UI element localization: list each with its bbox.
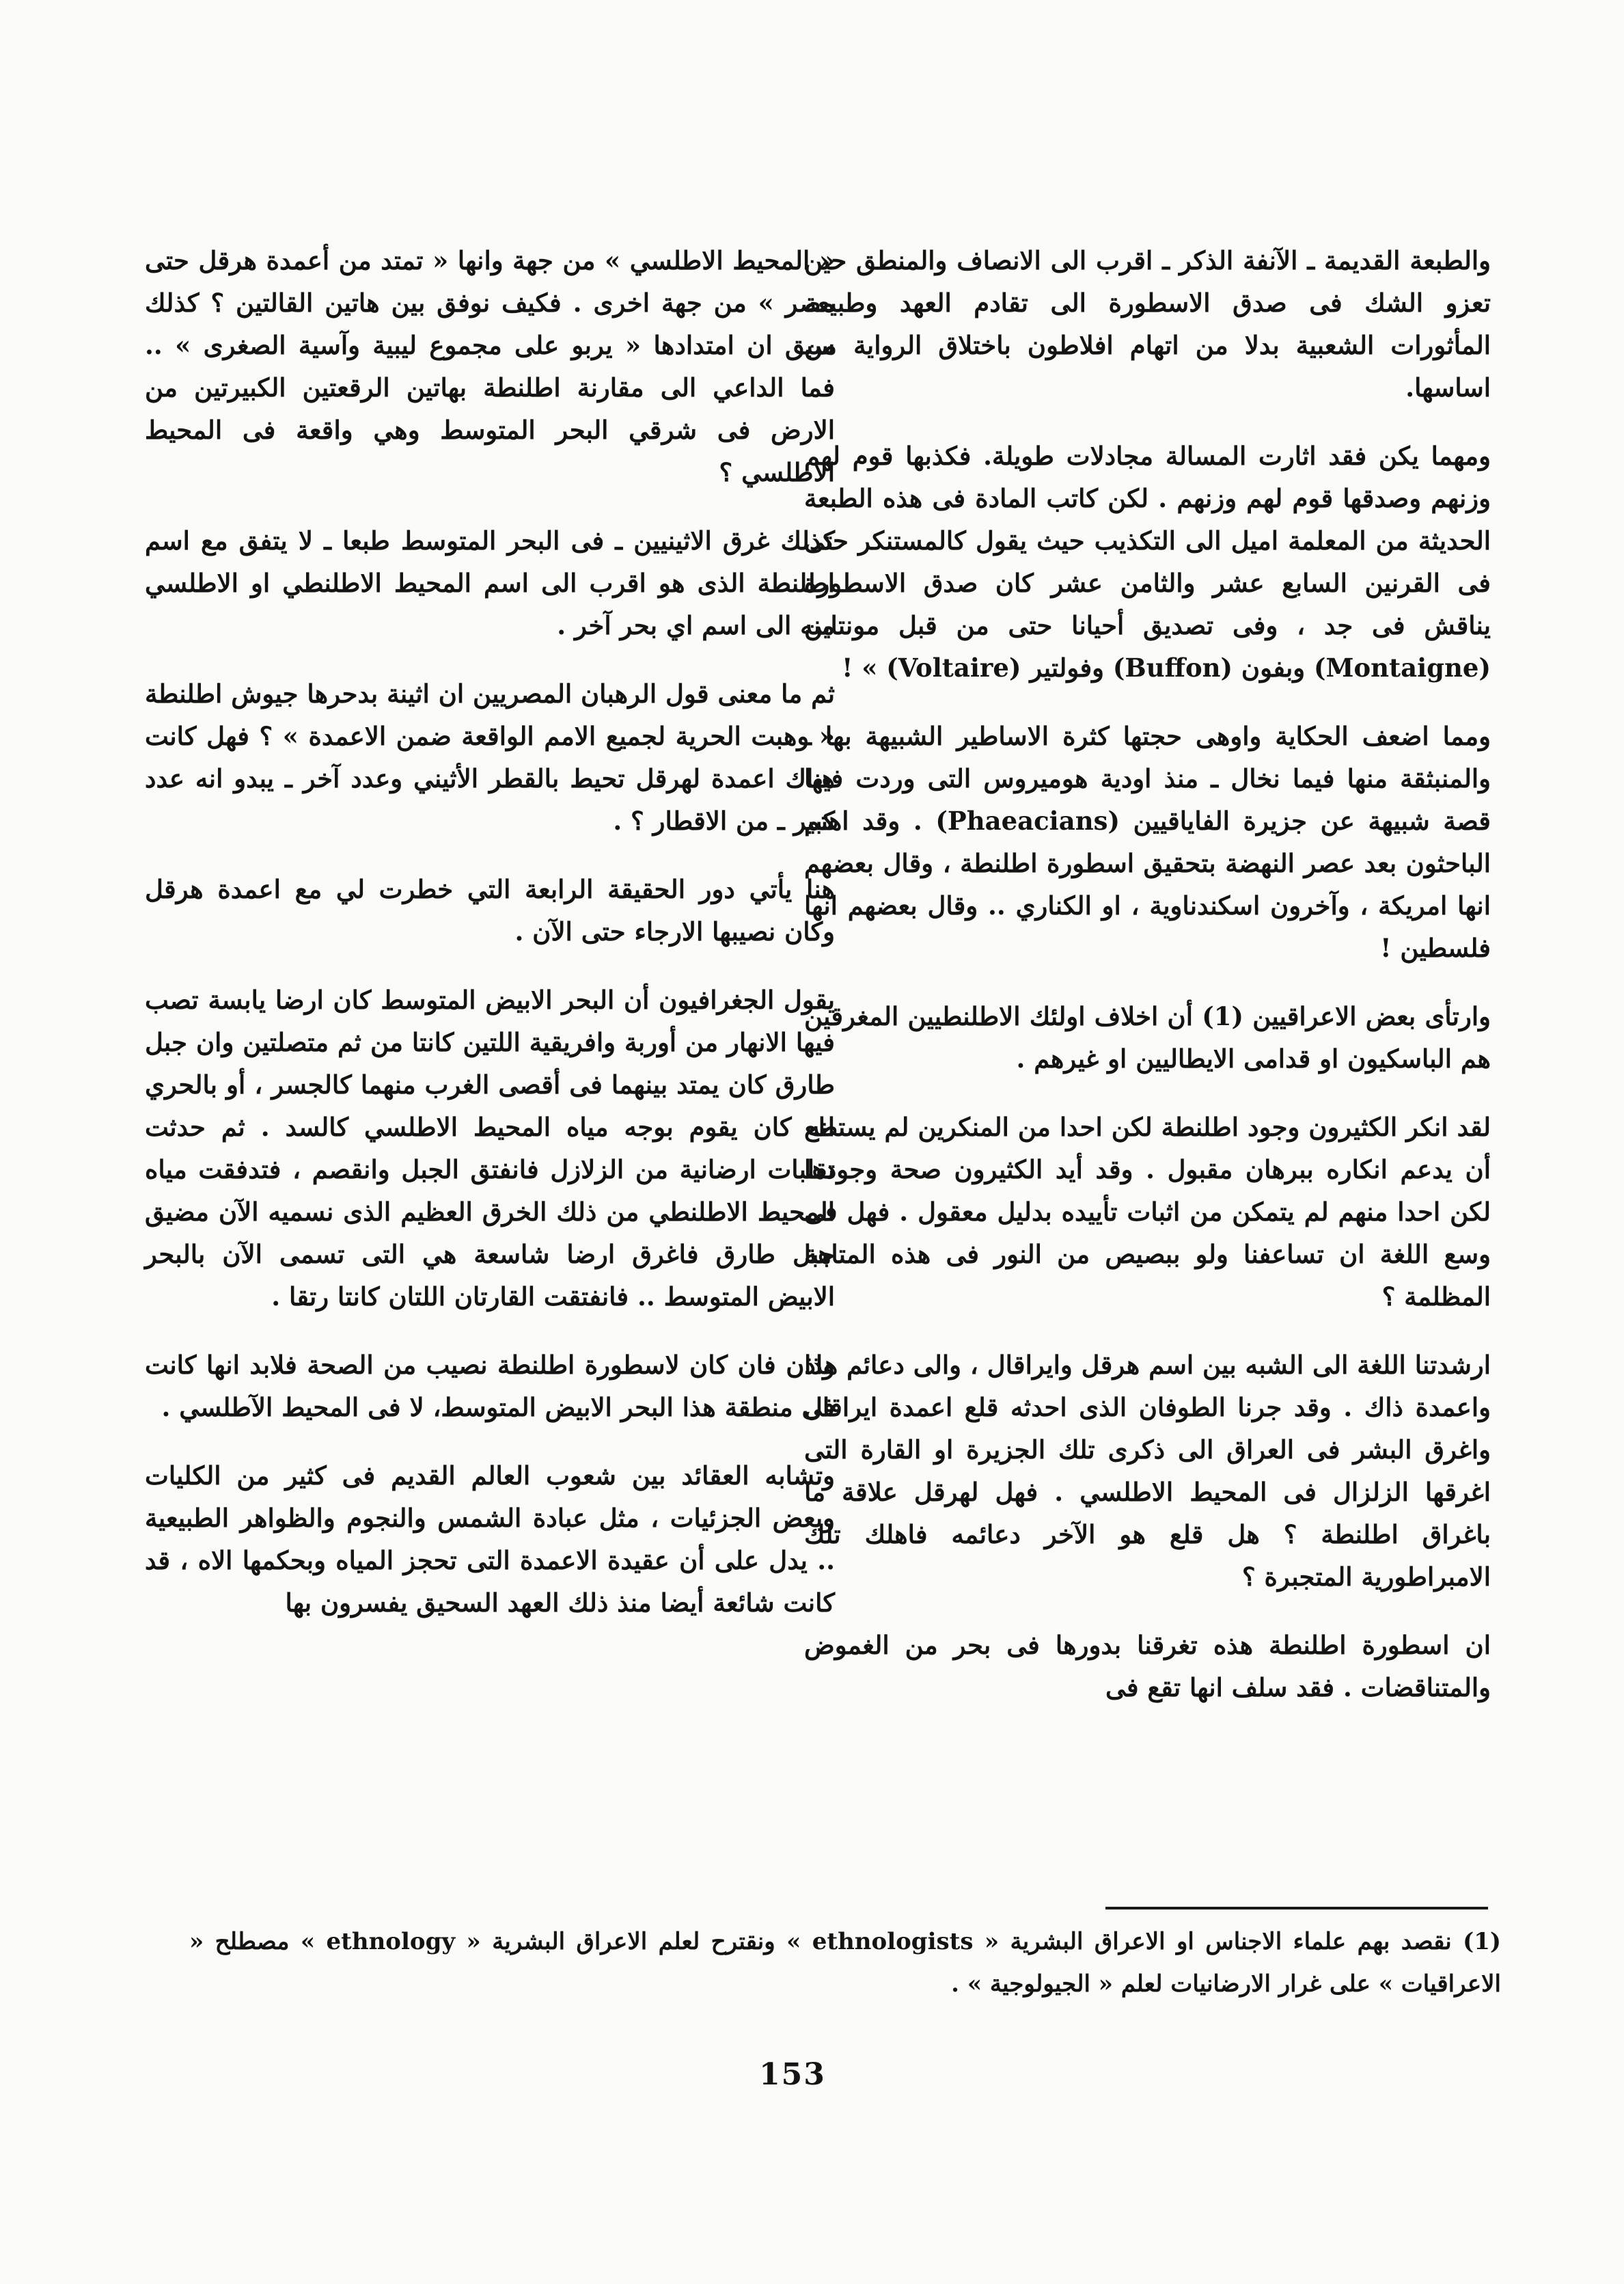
paragraph: واذن فان كان لاسطورة اطلنطة نصيب من الصحة فلابد انها كانت فى منطقة هذا البحر الابيض المتوسط، لا فى المحيط الآطلسي . (145, 1350, 835, 1422)
paragraph: يقول الجغرافيون أن البحر الابيض المتوسط كان ارضا يابسة تصب فيها الانهار من أوربة وافريقية اللتين كانتا من ثم متصلتين وان جبل طارق كان يمتد بينهما فى أقصى الغرب منهما كالجسر ، أو بالحري انه كان يقوم بوجه مياه المحيط الاطلسي كالسد . ثم حدثت تقلبات ارضانية من الزلازل فانفتق الجبل وانقصم ، فتدفقت مياه المحيط الاطلنطي من ذلك الخرق العظيم الذى نسميه الآن مضيق جبل طارق فاغرق ارضا شاسعة هي التى تسمى الآن بالبحر الابيض المتوسط .. فانفتقت القارتان اللتان كانتا رتقا . (145, 985, 835, 1311)
paragraph: ومما اضعف الحكاية واوهى حجتها كثرة الاساطير الشبيهة بها ـ والمنبثقة منها فيما نخال ـ منذ اودية هوميروس التى وردت فيها قصة شبيهة عن جزيرة الفاياقيين (Phaeacians) . وقد اهتم الباحثون بعد عصر النهضة بتحقيق اسطورة اطلنطة ، وقال بعضهم انها امريكة ، وآخرون اسكندناوية ، او الكناري .. وقال بعضهم انها فلسطين ! (804, 721, 1491, 963)
paragraph: ثم ما معنى قول الرهبان المصريين ان اثينة بدحرها جيوش اطلنطة « وهبت الحرية لجميع الامم الواقعة ضمن الاعمدة » ؟ فهل كانت هناك اعمدة لهرقل تحيط بالقطر الأثيني وعدد آخر ـ يبدو انه عدد كبير ـ من الاقطار ؟ . (145, 679, 836, 836)
text-column-right (804, 239, 1491, 1735)
paragraph: وتشابه العقائد بين شعوب العالم القديم فى كثير من الكليات وبعض الجزئيات ، مثل عبادة الشمس والنجوم والظواهر الطبيعية .. يدل على أن عقيدة الاعمدة التى تحجز المياه وبحكمها الاه ، قد كانت شائعة أيضا منذ ذلك العهد السحيق يفسرون بها (145, 1460, 835, 1618)
paragraph: ارشدتنا اللغة الى الشبه بين اسم هرقل وايراقال ، والى دعائم هذا واعمدة ذاك . وقد جرنا الطوفان الذى احدثه قلع اعمدة ايراقال واغرق البشر فى العراق الى ذكرى تلك الجزيرة او القارة التى اغرقها الزلزال فى المحيط الاطلسي . فهل لهرقل علاقة ما باغراق اطلنطة ؟ هل قلع هو الآخر دعائمه فاهلك تلك الامبراطورية المتجبرة ؟ (804, 1350, 1491, 1592)
paragraph: لقد انكر الكثيرون وجود اطلنطة لكن احدا من المنكرين لم يستطع أن يدعم انكاره ببرهان مقبول . وقد أيد الكثيرون صحة وجودها لكن احدا منهم لم يتمكن من اثبات تأييده بدليل معقول . فهل فى وسع اللغة ان تساعفنا ولو ببصيص من النور فى هذه المتاهة المظلمة ؟ (804, 1112, 1491, 1311)
paragraph: ومهما يكن فقد اثارت المسالة مجادلات طويلة. فكذبها قوم لهم وزنهم وصدقها قوم لهم وزنهم . لكن كاتب المادة فى هذه الطبعة الحديثة من المعلمة اميل الى التكذيب حيث يقول كالمستنكر حتى فى القرنين السابع عشر والثامن عشر كان صدق الاسطورة يناقش فى جد ، وفى تصديق أحيانا حتى من قبل مونتاين (Montaigne) وبفون (Buffon) وفولتير (Voltaire) » ! (804, 441, 1491, 683)
paragraph: « المحيط الاطلسي » من جهة وانها « تمتد من أعمدة هرقل حتى مصر » من جهة اخرى . فكيف نوفق بين هاتين القالتين ؟ كذلك سبق ان امتدادها « يربو على مجموع ليبية وآسية الصغرى » .. فما الداعي الى مقارنة اطلنطة بهاتين الرقعتين الكبيرتين من الارض فى شرقي البحر المتوسط وهي واقعة فى المحيط الاطلسي ؟ (145, 245, 835, 487)
page-number: 153 (759, 2057, 826, 2092)
text-column-left (145, 239, 835, 1650)
paragraph: والطبعة القديمة ـ الآنفة الذكر ـ اقرب الى الانصاف والمنطق حين تعزو الشك فى صدق الاسطورة الى تقادم العهد وطبيعة المأثورات الشعبية بدلا من اتهام افلاطون باختلاق الرواية من اساسها. (804, 245, 1491, 403)
paragraph: ان اسطورة اطلنطة هذه تغرقنا بدورها فى بحر من الغموض والمتناقضات . فقد سلف انها تقع فى (804, 1630, 1491, 1702)
paragraph: وارتأى بعض الاعراقيين (1) أن اخلاف اولئك الاطلنطيين المغرقين هم الباسكيون او قدامى الايطاليين او غيرهم . (804, 1001, 1491, 1074)
paragraph: كذلك غرق الاثينيين ـ فى البحر المتوسط طبعا ـ لا يتفق مع اسم اطلنطة الذى هو اقرب الى اسم المحيط الاطلنطي او الاطلسي منه الى اسم اي بحر آخر . (145, 526, 835, 640)
footnote-divider (1105, 1907, 1488, 1909)
footnote: (1) نقصد بهم علماء الاجناس او الاعراق البشرية « ethnologists » ونقترح لعلم الاعراق البشرية « ethnology » مصطلح « الاعراقيات » على غرار الارضانيات لعلم « الجيولوجية » . (189, 1928, 1501, 1998)
paragraph: هنا يأتي دور الحقيقة الرابعة التي خطرت لي مع اعمدة هرقل وكان نصيبها الارجاء حتى الآن . (145, 874, 835, 947)
footnotes (189, 1920, 1501, 2005)
